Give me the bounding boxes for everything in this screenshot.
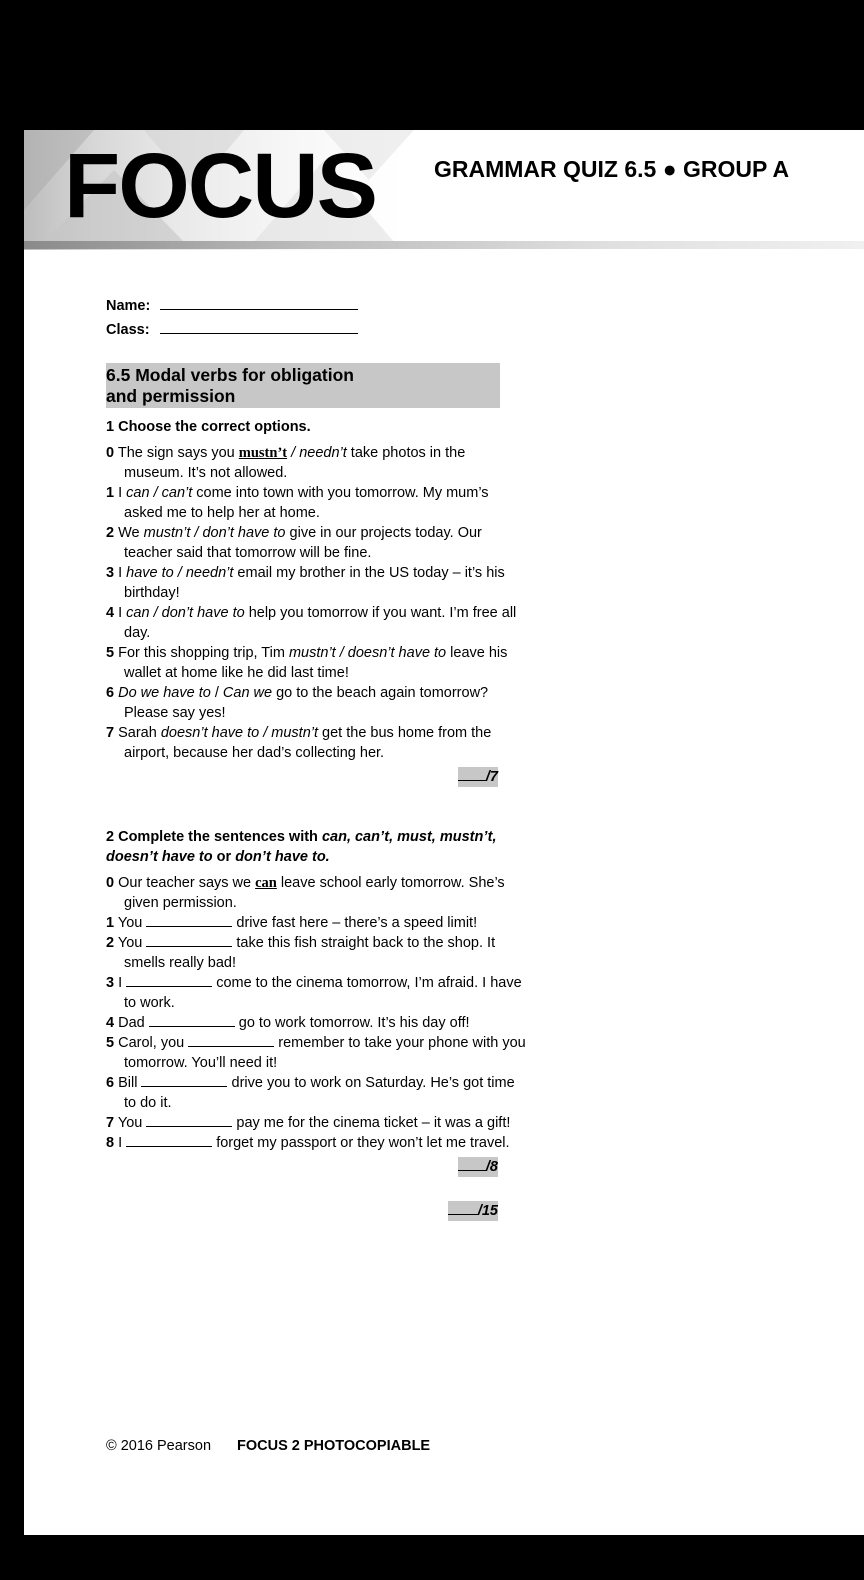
exercise2-instruction: 2 Complete the sentences with can, can’t, must, mustn’t, doesn’t have to or don’t have to.: [106, 829, 497, 865]
answer-options[interactable]: can / don’t have to: [126, 605, 245, 621]
exercise1-item: [106, 443, 526, 483]
item-text: I: [118, 975, 127, 991]
item-text: get the bus home from the airport, because her dad’s collecting her.: [124, 725, 492, 761]
item-number: 2: [106, 525, 115, 541]
exercise1-item: [106, 563, 526, 603]
answer-options[interactable]: doesn’t have to / mustn’t: [160, 725, 319, 741]
item-text: You: [117, 1115, 147, 1131]
item-number: 8: [106, 1135, 115, 1151]
quiz-content: [106, 295, 526, 1221]
exercise1-item: [106, 603, 526, 643]
item-text: I: [118, 605, 127, 621]
exercise2-item: [106, 1013, 526, 1033]
exercise2-item: [106, 913, 526, 933]
score-blank[interactable]: [458, 1157, 486, 1171]
item-text: I: [118, 485, 127, 501]
item-text: come into town with you tomorrow. My mum’s asked me to help her at home.: [124, 485, 489, 521]
exercise2-item: [106, 1133, 526, 1153]
item-number: 3: [106, 975, 115, 991]
item-number: 7: [106, 1115, 115, 1131]
class-field: [106, 319, 526, 343]
item-text: Sarah: [118, 725, 161, 741]
item-text: remember to take your phone with you tomorrow. You’ll need it!: [124, 1035, 526, 1071]
name-label: Name:: [106, 298, 151, 314]
total-score: /15: [106, 1201, 498, 1221]
item-text: help you tomorrow if you want. I’m free all day.: [124, 605, 517, 641]
item-text: I: [118, 1135, 127, 1151]
example-answer: mustn’t: [238, 445, 288, 461]
item-number: 5: [106, 645, 115, 661]
exercise1-item: [106, 723, 526, 763]
item-text: leave his wallet at home like he did last time!: [124, 645, 508, 681]
answer-blank[interactable]: [126, 1133, 212, 1147]
copyright: © 2016 Pearson: [106, 1438, 212, 1454]
example-answer: can: [255, 875, 277, 891]
answer-options[interactable]: can / can’t: [126, 485, 193, 501]
item-text: take photos in the museum. It’s not allowed.: [124, 445, 466, 481]
class-label: Class:: [106, 322, 150, 338]
item-text: drive fast here – there’s a speed limit!: [232, 915, 478, 931]
score-blank[interactable]: [458, 767, 486, 781]
quiz-title: GRAMMAR QUIZ 6.5 ● GROUP A: [434, 156, 790, 182]
page-header: [24, 130, 864, 250]
exercise2-item: [106, 973, 526, 1013]
item-text: come to the cinema tomorrow, I’m afraid. I have to work.: [124, 975, 522, 1011]
photocopiable-label: FOCUS 2 PHOTOCOPIABLE: [237, 1438, 431, 1454]
item-text: give in our projects today. Our teacher said that tomorrow will be fine.: [124, 525, 482, 561]
exercise2-item: [106, 1113, 526, 1133]
item-text: The sign says you: [117, 445, 239, 461]
answer-options[interactable]: / needn’t: [287, 445, 347, 461]
exercise1-score: /7: [106, 767, 498, 787]
item-number: 0: [106, 445, 115, 461]
item-text: pay me for the cinema ticket – it was a gift!: [232, 1115, 511, 1131]
item-number: 4: [106, 605, 115, 621]
focus-logo: FOCUS: [64, 135, 376, 237]
exercise2-item: [106, 873, 526, 913]
exercise1-item: [106, 483, 526, 523]
answer-options[interactable]: Do we have to: [118, 685, 211, 701]
section-title-line1: 6.5 Modal verbs for obligation: [106, 365, 354, 385]
item-text: email my brother in the US today – it’s his birthday!: [124, 565, 505, 601]
item-text: Carol, you: [118, 1035, 189, 1051]
answer-blank[interactable]: [146, 933, 232, 947]
item-number: 4: [106, 1015, 115, 1031]
answer-options[interactable]: mustn’t / don’t have to: [143, 525, 286, 541]
item-number: 6: [106, 1075, 115, 1091]
exercise1-item: [106, 683, 526, 723]
exercise2-list: [106, 873, 526, 1153]
item-text: I: [118, 565, 127, 581]
answer-blank[interactable]: [149, 1013, 235, 1027]
item-text: Our teacher says we: [118, 875, 256, 891]
item-text: take this fish straight back to the shop. It smells really bad!: [124, 935, 496, 971]
answer-blank[interactable]: [126, 973, 212, 987]
item-text: You: [117, 915, 147, 931]
exercise2-item: [106, 1033, 526, 1073]
worksheet-page: [24, 130, 864, 1535]
item-number: 3: [106, 565, 115, 581]
answer-options[interactable]: have to / needn’t: [126, 565, 234, 581]
item-number: 2: [106, 935, 115, 951]
item-text: We: [118, 525, 144, 541]
header-bar: [24, 241, 864, 249]
exercise1-instruction: 1 Choose the correct options.: [106, 419, 311, 435]
item-number: 7: [106, 725, 115, 741]
item-number: 0: [106, 875, 115, 891]
item-text: /: [210, 685, 223, 701]
item-number: 5: [106, 1035, 115, 1051]
page-footer: [106, 1438, 430, 1454]
name-input-line[interactable]: [160, 295, 358, 310]
exercise1-item: [106, 643, 526, 683]
answer-blank[interactable]: [141, 1073, 227, 1087]
item-text: Bill: [118, 1075, 142, 1091]
item-text: drive you to work on Saturday. He’s got time to do it.: [124, 1075, 515, 1111]
total-score-blank[interactable]: [448, 1201, 478, 1215]
item-text: For this shopping trip, Tim: [118, 645, 289, 661]
item-number: 1: [106, 915, 115, 931]
item-text: go to work tomorrow. It’s his day off!: [234, 1015, 470, 1031]
answer-blank[interactable]: [146, 1113, 232, 1127]
section-heading: [106, 363, 500, 408]
exercise1-list: [106, 443, 526, 763]
item-text: forget my passport or they won’t let me travel.: [212, 1135, 510, 1151]
item-number: 1: [106, 485, 115, 501]
exercise2-score: /8: [106, 1157, 498, 1177]
answer-options[interactable]: Can we: [222, 685, 273, 701]
answer-blank[interactable]: [188, 1033, 274, 1047]
name-field: [106, 295, 526, 319]
section-title-line2: and permission: [106, 386, 236, 406]
item-text: go to the beach again tomorrow? Please say yes!: [124, 685, 489, 721]
exercise2-item: [106, 933, 526, 973]
item-number: 6: [106, 685, 115, 701]
answer-options[interactable]: mustn’t / doesn’t have to: [288, 645, 447, 661]
item-text: You: [117, 935, 147, 951]
item-text: leave school early tomorrow. She’s given permission.: [124, 875, 505, 911]
item-text: Dad: [118, 1015, 149, 1031]
class-input-line[interactable]: [160, 319, 358, 334]
exercise2-item: [106, 1073, 526, 1113]
answer-blank[interactable]: [146, 913, 232, 927]
exercise1-item: [106, 523, 526, 563]
